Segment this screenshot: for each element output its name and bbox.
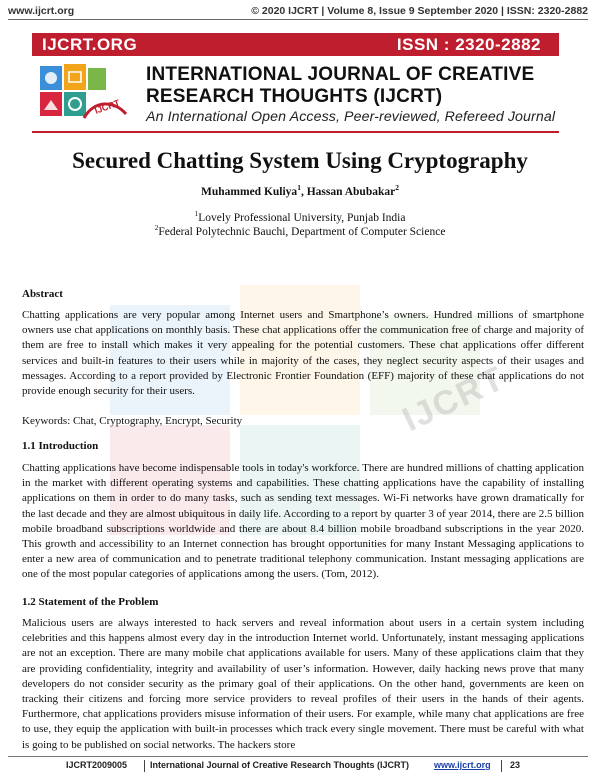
banner-site-name: IJCRT.ORG bbox=[42, 35, 138, 54]
footer-paper-id: IJCRT2009005 bbox=[66, 760, 128, 770]
keywords-text: Keywords: Chat, Cryptography, Encrypt, Security bbox=[22, 415, 243, 427]
author-affil-marker: 1 bbox=[297, 183, 301, 193]
logo-lettering: IJCRT bbox=[93, 97, 122, 116]
page-footer bbox=[0, 760, 600, 774]
banner-issn: ISSN : 2320-2882 bbox=[396, 35, 541, 54]
problem-text: Malicious users are always interested to hack servers and reveal information about users in a certain system including celebrities and this happens almost every day in the introduction Internet world. Unfortunately, instant messaging applications are not an exception. There are many mobile chat applications available for users. Many of these applications claim that they are providing confidentiality, integrity and availability of user’s information. However, daily hacking news prove that many developers do not consider security as the primary goal of their applications. On the other hand, governments are keen on tracking their citizens and forcing more service providers to reveal profiles of their users in the hands of their agents. Furthermore, chat applications providers misuse information of their users. For example, while many chat applications are free to use, they equip the application with built-in processes which track every single movement. There must be careful with what is going to be published on social networks. The hackers store bbox=[22, 617, 584, 751]
abstract-body bbox=[22, 308, 584, 399]
section-heading-problem: 1.2 Statement of the Problem bbox=[22, 596, 159, 608]
logo-tile-green bbox=[88, 68, 106, 90]
footer-url[interactable]: www.ijcrt.org bbox=[434, 760, 491, 770]
affiliation-marker: 2 bbox=[154, 223, 159, 233]
abstract-heading: Abstract bbox=[22, 288, 63, 300]
section-heading-introduction: 1.1 Introduction bbox=[22, 440, 99, 452]
section-introduction bbox=[22, 461, 584, 583]
author-separator: , bbox=[300, 186, 307, 198]
header-divider bbox=[32, 131, 559, 133]
affiliation-text: Lovely Professional University, Punjab India bbox=[198, 212, 406, 224]
affiliation bbox=[0, 209, 600, 224]
journal-name bbox=[146, 64, 566, 108]
author-name: Muhammed Kuliya bbox=[201, 186, 298, 198]
logo-tile-teal bbox=[64, 92, 86, 116]
journal-banner bbox=[32, 33, 559, 56]
abstract-text: Chatting applications are very popular among Internet users and Smartphone’s owners. Hundred millions of smartphone owners use chat applications on monthly basis. These chat applications offer the communication free of charge and majority of them are free to install which makes it very appealing for the potential customers. These chat applications offer different services and built-in features to their users while in majority of the cases, they neglect security aspects of their usages and messages. According to a report provided by Electronic Frontier Foundation (EFF) majority of these chat applications do not provide enough security for their users. bbox=[22, 309, 584, 398]
watermark-text: IJCRT bbox=[396, 358, 511, 440]
journal-name-line1: INTERNATIONAL JOURNAL OF CREATIVE bbox=[146, 64, 535, 85]
footer-journal: International Journal of Creative Research Thoughts (IJCRT) bbox=[150, 760, 410, 770]
ijcrt-logo bbox=[34, 62, 134, 124]
journal-tagline: An International Open Access, Peer-reviewed, Refereed Journal bbox=[146, 109, 556, 125]
affiliation-marker: 1 bbox=[194, 209, 199, 219]
affiliation-text: Federal Polytechnic Bauchi, Department of Computer Science bbox=[158, 226, 446, 238]
author-affil-marker: 2 bbox=[395, 183, 399, 193]
affiliation bbox=[0, 223, 600, 238]
running-header bbox=[8, 5, 588, 20]
journal-citation: © 2020 IJCRT | Volume 8, Issue 9 September 2020 | ISSN: 2320-2882 bbox=[251, 5, 588, 17]
author-list bbox=[0, 183, 600, 198]
author-name: Hassan Abubakar bbox=[306, 186, 396, 198]
website-url[interactable]: www.ijcrt.org bbox=[8, 5, 75, 17]
keywords bbox=[22, 414, 584, 429]
paper-title: Secured Chatting System Using Cryptography bbox=[72, 148, 528, 173]
journal-name-line2: RESEARCH THOUGHTS (IJCRT) bbox=[146, 86, 443, 107]
footer-page-number: 23 bbox=[510, 760, 521, 770]
introduction-text: Chatting applications have become indispensable tools in today's workforce. There are hundred millions of chatting application in the market with different operating systems and capabilities. These chatting applications have the capability of installing applications on them in order to do many tasks, such as sending text messages. Wi-Fi networks have grown dramatically for the last decade and they are almost ubiquitous in daily life. According to a report by quarter 3 of year 2014, there are 2.5 billion mobile broadband subscriptions worldwide and there are about 8.4 billion mobile broadband subscriptions in the year 2020. This growth and accessibility to an Internet connection has brought opportunities for many Instant Messaging applications to enter a new area of communication and to penetrate traditional telephony communication. Instant messaging applications are one of the most popular categories of applications among the users. (Tom, 2012). bbox=[22, 462, 584, 581]
logo-tile-orange bbox=[64, 64, 86, 90]
footer-divider bbox=[8, 756, 588, 757]
section-problem bbox=[22, 616, 584, 753]
